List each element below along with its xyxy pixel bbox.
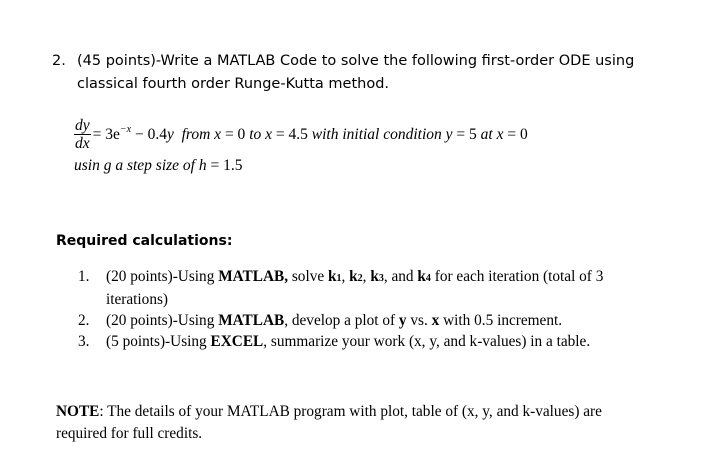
item-text: , and bbox=[383, 268, 418, 285]
item-text: (5 points)-Using bbox=[106, 333, 211, 350]
k4-label: k bbox=[417, 268, 426, 285]
from-text: from x bbox=[181, 125, 222, 143]
item-number: 3. bbox=[78, 333, 90, 350]
item-text: , summarize your work (x, y, and k-values) in a table. bbox=[263, 333, 591, 350]
item-text: with 0.5 increment. bbox=[439, 312, 563, 329]
item-text: solve bbox=[288, 268, 328, 285]
question-number: 2. bbox=[52, 53, 66, 69]
step-size-line bbox=[74, 157, 243, 175]
required-calculations-list bbox=[78, 266, 668, 352]
at-value: = 0 bbox=[503, 125, 528, 143]
item-number: 1. bbox=[78, 268, 90, 285]
item-tool: MATLAB bbox=[218, 312, 285, 329]
y-label: y bbox=[398, 312, 407, 329]
item-tool: EXCEL bbox=[210, 333, 264, 350]
fraction-denominator: dx bbox=[75, 135, 90, 152]
question-text: (45 points)-Write a MATLAB Code to solve the following first-order ODE using classical fourth order Runge-Kutta method. bbox=[77, 53, 635, 92]
equation-rhs bbox=[92, 123, 528, 144]
rhs-y: y bbox=[166, 125, 174, 143]
item-text: (20 points)-Using bbox=[106, 312, 219, 329]
note bbox=[56, 401, 656, 445]
list-item bbox=[78, 310, 668, 331]
condition-value: = 5 bbox=[452, 125, 481, 143]
at-text: at x bbox=[480, 125, 504, 143]
note-text: : The details of your MATLAB program with plot, table of (x, y, and k-values) are required for full credits. bbox=[56, 403, 602, 442]
step-size-value: = 1.5 bbox=[206, 157, 243, 174]
list-item bbox=[78, 266, 668, 310]
to-text: to x bbox=[249, 125, 272, 143]
required-calculations-title: Required calculations: bbox=[56, 233, 233, 249]
k4-subscript: 4 bbox=[425, 273, 431, 284]
item-tool: MATLAB, bbox=[218, 268, 289, 285]
item-text: , develop a plot of bbox=[284, 312, 399, 329]
item-text: , bbox=[362, 268, 371, 285]
x-label: x bbox=[431, 312, 440, 329]
k1-label: k bbox=[327, 268, 337, 285]
item-text: for each iteration (total of 3 iterations) bbox=[106, 268, 604, 308]
rhs-exponent: −x bbox=[119, 123, 132, 135]
k2-subscript: 2 bbox=[357, 273, 363, 284]
item-text: (20 points)-Using bbox=[106, 268, 219, 285]
rhs-coefficient: = 3e bbox=[92, 125, 120, 143]
note-label: NOTE bbox=[56, 403, 100, 420]
list-item bbox=[78, 331, 668, 352]
ode-equation bbox=[74, 117, 528, 152]
to-value: = 4.5 bbox=[272, 125, 312, 143]
k3-label: k bbox=[370, 268, 379, 285]
item-text: , bbox=[341, 268, 350, 285]
k3-subscript: 3 bbox=[378, 273, 384, 284]
step-size-text: usin g a step size of h bbox=[74, 157, 207, 174]
k1-subscript: 1 bbox=[336, 273, 342, 284]
item-number: 2. bbox=[78, 312, 90, 329]
fraction-numerator: dy bbox=[75, 117, 90, 134]
item-text: vs. bbox=[406, 312, 432, 329]
condition-text: with initial condition y bbox=[311, 125, 453, 143]
rhs-tail: − 0.4 bbox=[131, 125, 167, 143]
question-header bbox=[52, 50, 692, 96]
from-value: = 0 bbox=[221, 125, 250, 143]
derivative-fraction bbox=[74, 117, 91, 152]
k2-label: k bbox=[349, 268, 358, 285]
